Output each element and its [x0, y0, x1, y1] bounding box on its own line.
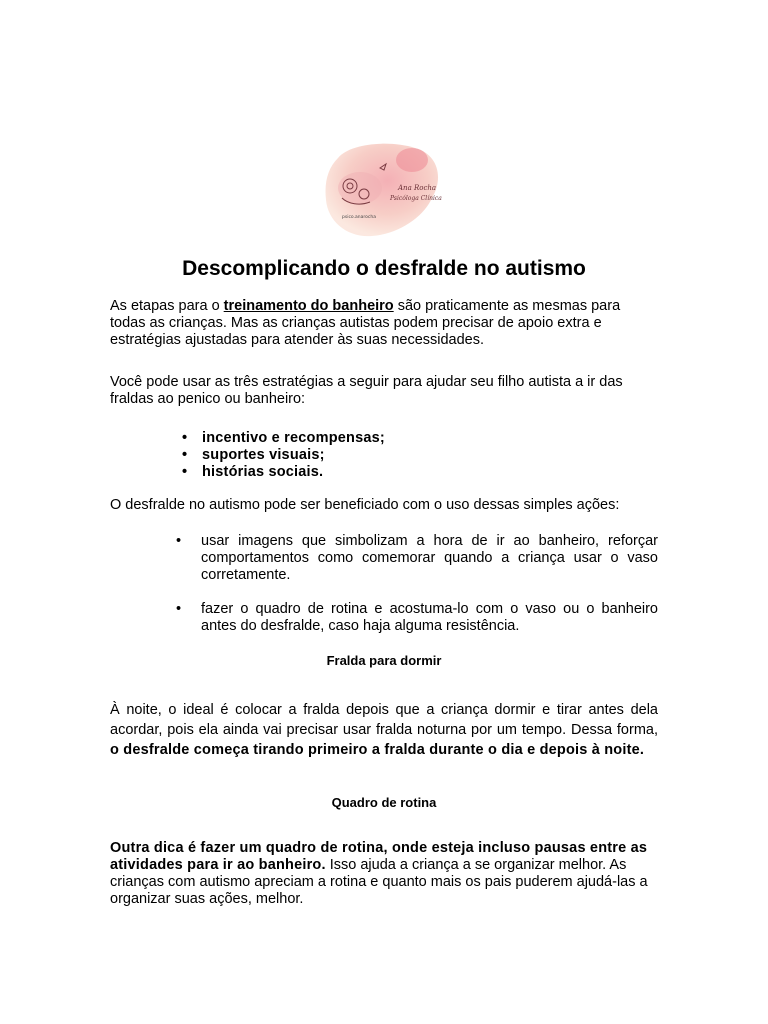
- bullet-icon: •: [176, 533, 182, 549]
- intro-text-end: são praticamente as mesmas para todas as crianças. Mas as crianças autistas podem precisar de apoio extra e estratégias ajustadas para atender às suas necessidades.: [110, 298, 621, 348]
- strategy-text: suportes visuais;: [202, 447, 325, 463]
- brand-logo: [320, 138, 446, 242]
- night-diaper-paragraph: [110, 700, 658, 760]
- intro-text-start: As etapas para o: [110, 298, 224, 314]
- routine-chart-paragraph: [110, 840, 658, 908]
- document-title: Descomplicando o desfralde no autismo: [182, 257, 586, 280]
- strategy-text: histórias sociais.: [202, 464, 324, 480]
- routine-text: Isso ajuda a criança a se organizar melhor. As crianças com autismo apreciam a rotina e quanto mais os pais puderem ajudá-las a organizar suas ações, melhor.: [110, 857, 648, 907]
- bullet-icon: •: [182, 430, 188, 446]
- strategy-text: incentivo e recompensas;: [202, 430, 385, 446]
- bullet-icon: •: [182, 464, 188, 480]
- night-text: À noite, o ideal é colocar a fralda depois que a criança dormir e tirar antes dela acordar, pois ela ainda vai precisar usar fralda noturna por um tempo. Dessa forma,: [110, 702, 658, 738]
- list-item: [110, 430, 658, 447]
- list-item: [110, 447, 658, 464]
- section-heading-routine-chart: Quadro de rotina: [331, 795, 437, 810]
- night-text-bold: o desfralde começa tirando primeiro a fralda durante o dia e depois à noite.: [110, 742, 645, 758]
- watercolor-logo-icon: [320, 138, 446, 242]
- intro-paragraph: [110, 298, 658, 349]
- toilet-training-link[interactable]: treinamento do banheiro: [223, 298, 394, 314]
- section-heading-night-diaper: Fralda para dormir: [326, 653, 442, 668]
- list-item: [176, 533, 658, 584]
- logo-subtitle: Psicóloga Clínica: [390, 195, 442, 202]
- logo-name: Ana Rocha: [398, 184, 437, 192]
- list-item: [110, 464, 658, 481]
- bullet-icon: •: [176, 601, 182, 617]
- action-text: usar imagens que simbolizam a hora de ir ao banheiro, reforçar comportamentos como comemorar quando a criança usar o vaso corretamente.: [201, 533, 658, 583]
- bullet-icon: •: [182, 447, 188, 463]
- actions-intro-paragraph: O desfralde no autismo pode ser beneficiado com o uso dessas simples ações:: [110, 497, 620, 513]
- logo-handle: psico.anarocha: [342, 215, 376, 220]
- strategies-intro-paragraph: Você pode usar as três estratégias a seguir para ajudar seu filho autista a ir das fraldas ao penico ou banheiro:: [110, 374, 623, 407]
- routine-text-bold: Outra dica é fazer um quadro de rotina, onde esteja incluso pausas entre as atividades para ir ao banheiro.: [110, 840, 648, 873]
- list-item: [176, 601, 658, 635]
- action-text: fazer o quadro de rotina e acostuma-lo com o vaso ou o banheiro antes do desfralde, caso haja alguma resistência.: [201, 601, 658, 634]
- strategies-list: [110, 430, 658, 481]
